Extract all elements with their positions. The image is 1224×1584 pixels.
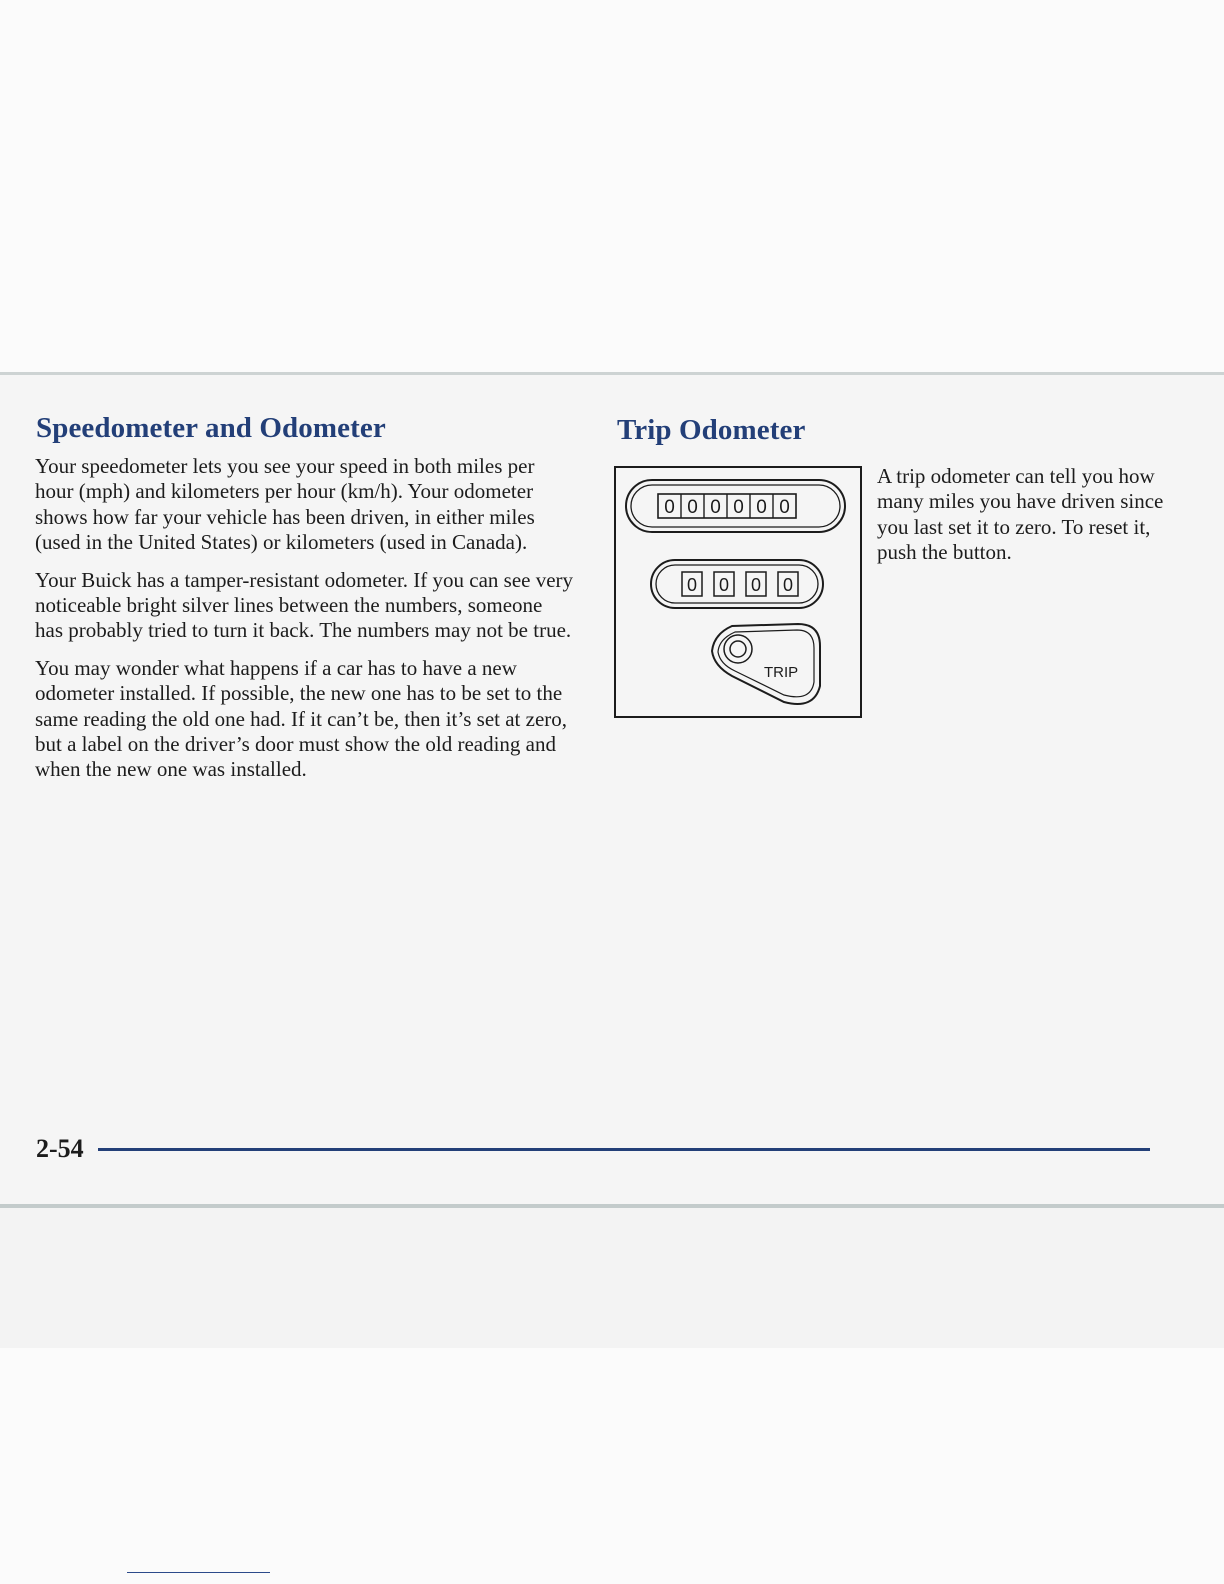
trip-digit: 0 <box>686 575 698 595</box>
odometer-digit: 0 <box>756 497 767 518</box>
speedometer-heading: Speedometer and Odometer <box>36 412 386 444</box>
below-page-rule <box>127 1572 270 1573</box>
manual-page <box>0 372 1224 1348</box>
odometer-digit: 0 <box>687 497 698 518</box>
odometer-digit: 0 <box>779 497 790 518</box>
trip-odometer-description: A trip odometer can tell you how many miles you have driven since you last set it to zero. To reset it, push the button. <box>877 464 1164 565</box>
trip-odometer-illustration <box>614 466 862 718</box>
trip-digit: 0 <box>718 575 730 595</box>
trip-button-label: TRIP <box>764 664 799 681</box>
speedometer-body <box>35 454 575 795</box>
trip-odometer-heading: Trip Odometer <box>617 414 806 446</box>
speedometer-paragraph-2: Your Buick has a tamper-resistant odometer. If you can see very noticeable bright silver lines between the numbers, someone has probably tried to turn it back. The numbers may not be true. <box>35 567 574 643</box>
trip-digit: 0 <box>750 575 762 595</box>
page-number: 2-54 <box>36 1134 84 1163</box>
trip-digit: 0 <box>782 575 794 595</box>
odometer-digit: 0 <box>733 497 744 518</box>
odometer-digit: 0 <box>664 497 675 518</box>
speedometer-paragraph-3: You may wonder what happens if a car has to have a new odometer installed. If possible, the new one has to be set to the same reading the old one had. If it can’t be, then it’s set at zero, but a label on the driver’s door must show the old reading and when the new one was installed. <box>35 655 568 782</box>
speedometer-paragraph-1: Your speedometer lets you see your speed in both miles per hour (mph) and kilometers per hour (km/h). Your odometer shows how far your vehicle has been driven, in either miles (used in the United States) or kilometers (used in Canada). <box>35 454 535 555</box>
odometer-digit: 0 <box>710 497 721 518</box>
footer-divider <box>98 1148 1150 1151</box>
page-bottom-margin <box>0 1208 1224 1348</box>
page-top-divider <box>0 372 1224 375</box>
